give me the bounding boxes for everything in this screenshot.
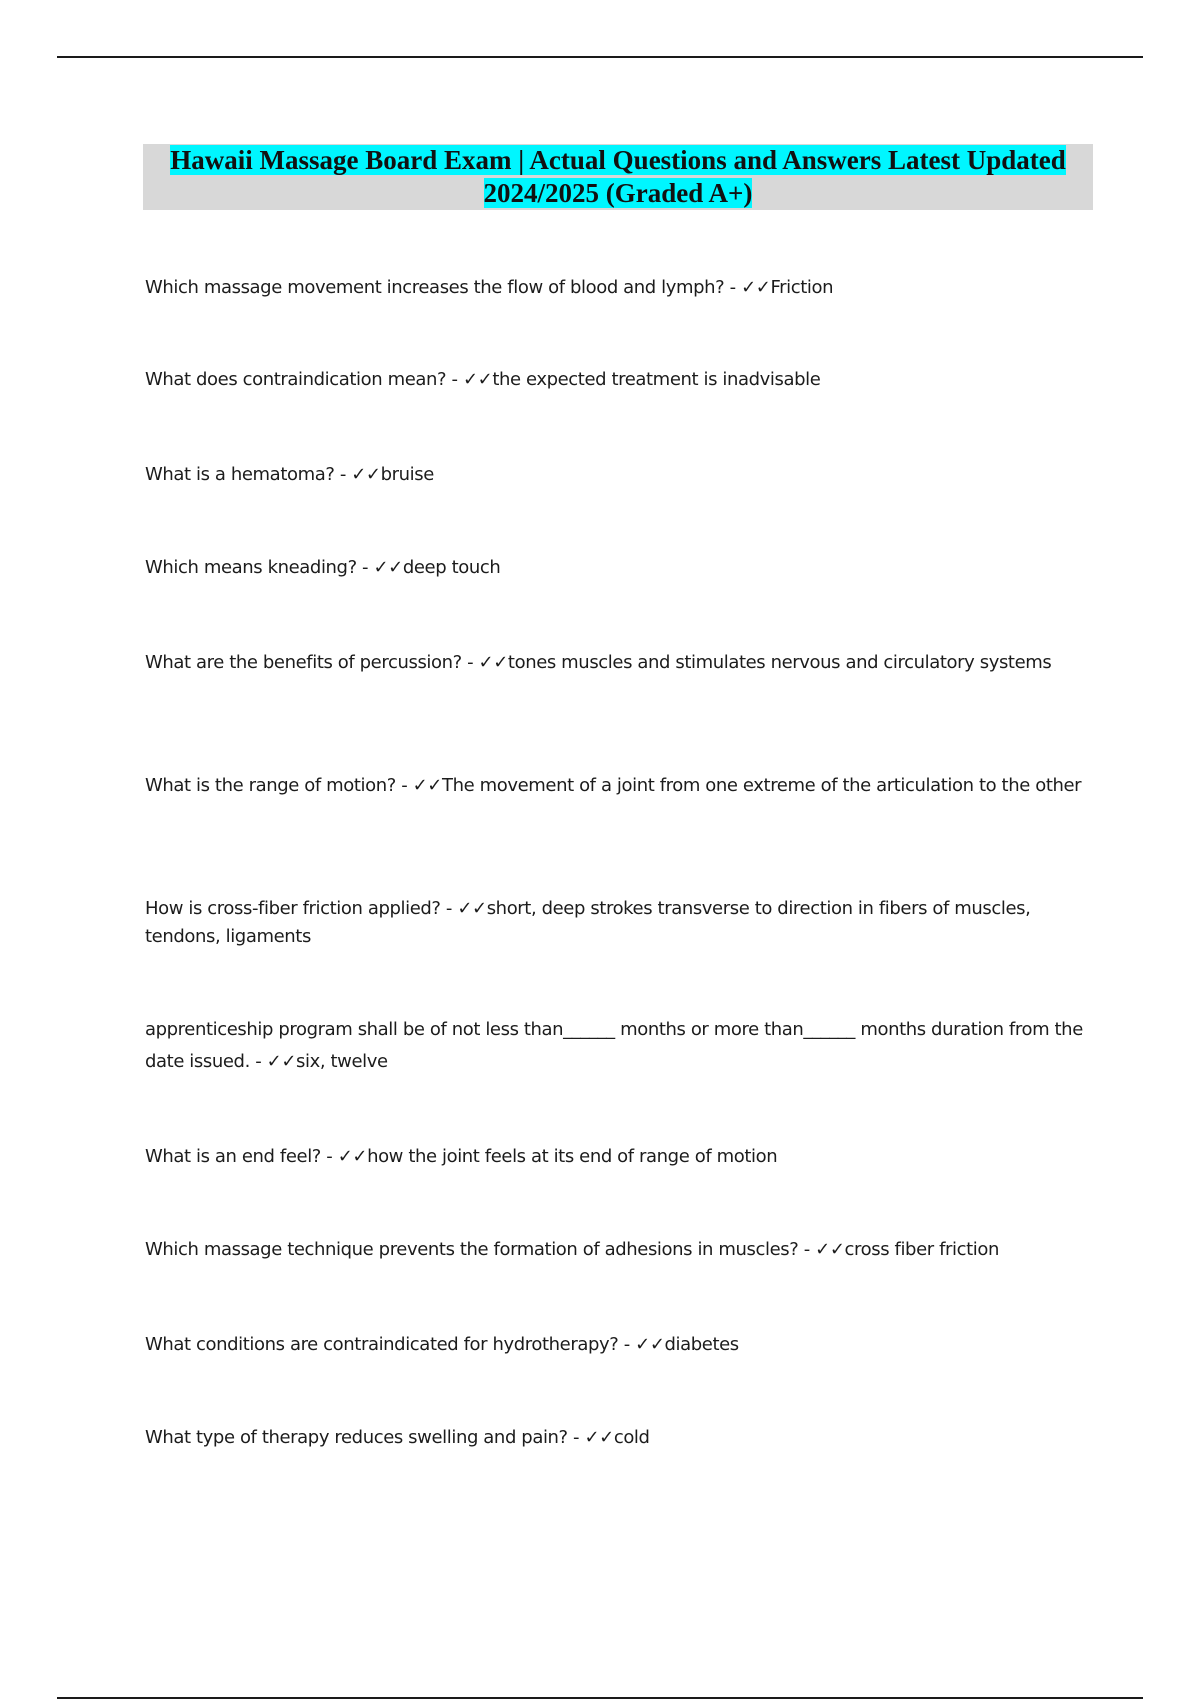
check-icon: - ✓✓ [446,369,493,390]
answer-text: six, twelve [296,1051,388,1072]
answer-text: The movement of a joint from one extreme of the articulation to the other [442,775,1082,796]
answer-text: how the joint feels at its end of range of motion [367,1146,778,1167]
qa-item-12 [145,1424,1095,1452]
qa-item-3 [145,461,1095,489]
title-line-2 [143,177,1093,210]
qa-item-4 [145,554,1095,582]
qa-item-10 [145,1236,1095,1264]
question-text: What is the range of motion? [145,775,396,796]
document-title [143,144,1093,210]
question-text: Which massage technique prevents the formation of adhesions in muscles? [145,1239,799,1260]
check-icon: - ✓✓ [618,1334,665,1355]
question-text: apprenticeship program shall be of not less than______ months or more than______ months duration from the date issued. [145,1019,1083,1072]
check-icon: - ✓✓ [320,1146,368,1167]
qa-item-9 [145,1143,1095,1171]
qa-item-2 [145,366,1095,394]
qa-item-5 [145,649,1095,677]
check-icon: - ✓✓ [798,1239,845,1260]
check-icon: - ✓✓ [724,277,771,298]
bottom-rule [57,1697,1143,1699]
answer-text: the expected treatment is inadvisable [492,369,821,390]
check-icon: - ✓✓ [440,898,487,919]
qa-item-11 [145,1331,1095,1359]
top-rule [57,56,1143,58]
title-line-1-text: Hawaii Massage Board Exam | Actual Questions and Answers Latest Updated [170,145,1066,175]
answer-text: cold [613,1427,650,1448]
qa-item-8 [145,1014,1095,1078]
qa-item-6 [145,772,1095,800]
check-icon: - ✓✓ [356,557,403,578]
qa-item-1 [145,274,1095,302]
check-icon: - ✓✓ [395,775,442,796]
question-text: Which massage movement increases the flow of blood and lymph? [145,277,725,298]
question-text: How is cross-fiber friction applied? [145,898,441,919]
check-icon: - ✓✓ [334,464,381,485]
check-icon: - ✓✓ [567,1427,614,1448]
answer-text: deep touch [402,557,501,578]
question-text: What conditions are contraindicated for hydrotherapy? [145,1334,619,1355]
answer-text: diabetes [664,1334,739,1355]
qa-item-7 [145,895,1095,951]
check-icon: - ✓✓ [461,652,508,673]
answer-text: bruise [380,464,434,485]
answer-text: cross fiber friction [844,1239,999,1260]
check-icon: - ✓✓ [249,1051,297,1072]
question-text: Which means kneading? [145,557,357,578]
question-text: What does contraindication mean? [145,369,447,390]
answer-text: short, deep strokes transverse to direction in fibers of muscles, tendons, ligaments [145,898,1031,947]
title-line-2-text: 2024/2025 (Graded A+) [483,178,753,208]
question-text: What are the benefits of percussion? [145,652,462,673]
answer-text: Friction [770,277,834,298]
title-line-1 [143,144,1093,177]
question-text: What is a hematoma? [145,464,335,485]
question-text: What is an end feel? [145,1146,321,1167]
answer-text: tones muscles and stimulates nervous and circulatory systems [507,652,1052,673]
question-text: What type of therapy reduces swelling and pain? [145,1427,568,1448]
